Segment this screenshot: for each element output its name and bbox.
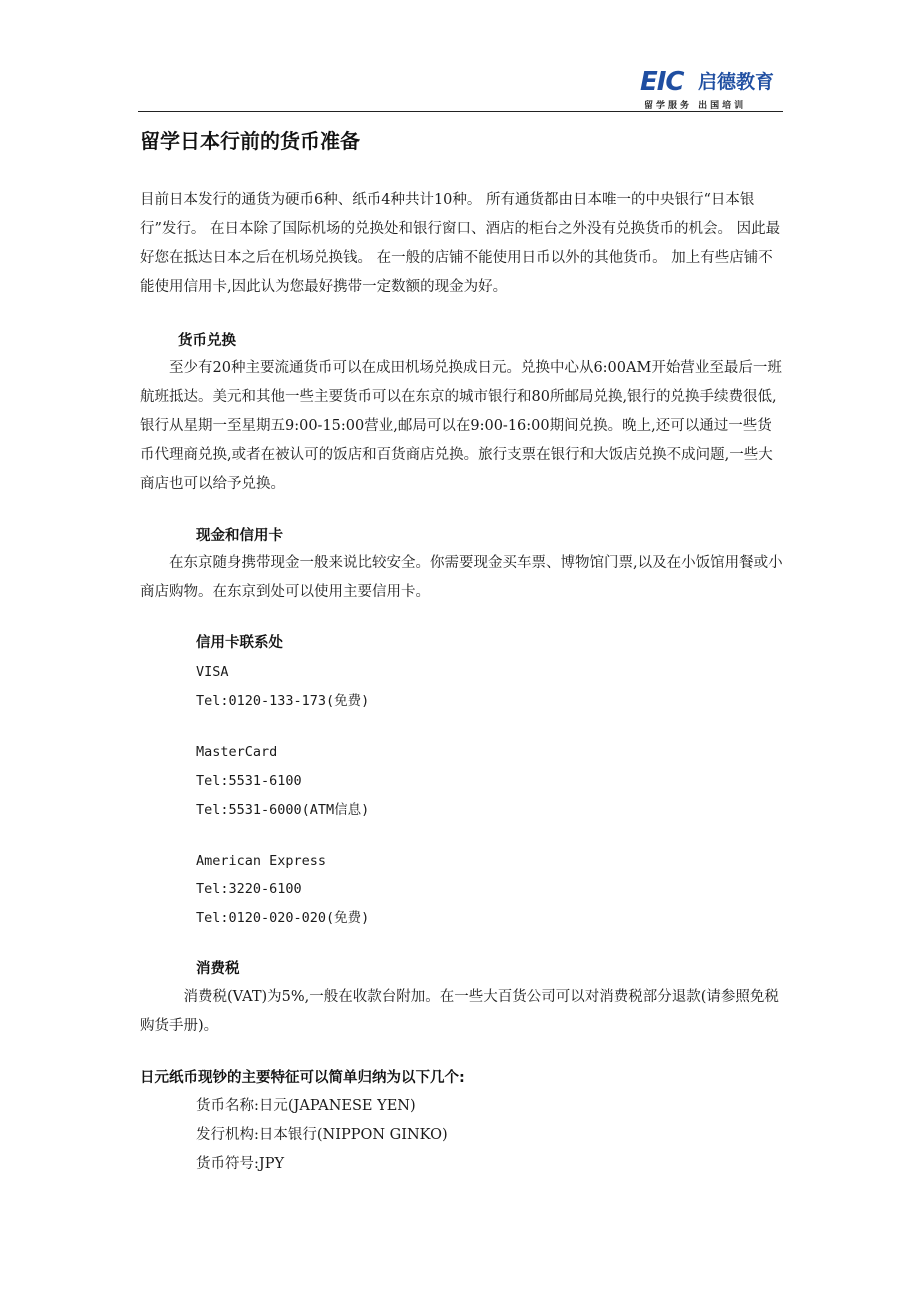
tax-paragraph: 消费税(VAT)为5%,一般在收款台附加。在一些大百货公司可以对消费税部分退款(请参照免税购货手册)。	[140, 989, 779, 1034]
exchange-paragraph: 至少有20种主要流通货币可以在成田机场兑换成日元。兑换中心从6:00AM开始营业至最后一班航班抵达。美元和其他一些主要货币可以在东京的城市银行和80所邮局兑换,银行的兑换手续费很低,银行从星期一至星期五9:00-15:00营业,邮局可以在9:00-16:00期间兑换。晚上,还可以通过一些货币代理商兑换,或者在被认可的饭店和百货商店兑换。旅行支票在银行和大饭店兑换不成问题,一些大商店也可以给予兑换。	[140, 360, 782, 492]
currency-name-line: 货币名称:日元(JAPANESE YEN)	[196, 1098, 416, 1114]
section-heading-exchange: 货币兑换	[178, 333, 236, 349]
header-divider	[138, 111, 783, 112]
visa-tel: Tel:0120-133-173(免费)	[196, 693, 370, 709]
mastercard-name: MasterCard	[196, 744, 278, 760]
amex-name: American Express	[196, 853, 327, 869]
cash-paragraph: 在东京随身携带现金一般来说比较安全。你需要现金买车票、博物馆门票,以及在小饭馆用餐或小商店购物。在东京到处可以使用主要信用卡。	[140, 555, 783, 600]
logo-brand-name: 启德教育	[698, 71, 775, 93]
section-heading-cash: 现金和信用卡	[196, 528, 283, 544]
section-heading-tax: 消费税	[196, 961, 240, 977]
currency-symbol-line: 货币符号:JPY	[196, 1156, 285, 1172]
intro-paragraph: 目前日本发行的通货为硬币6种、纸币4种共计10种。 所有通货都由日本唯一的中央银行“日本银行”发行。 在日本除了国际机场的兑换处和银行窗口、酒店的柜台之外没有兑换货币的机会。 因此最好您在抵达日本之后在机场兑换钱。 在一般的店铺不能使用日币以外的其他货币。 加上有些店铺不能使用信用卡,因此认为您最好携带一定数额的现金为好。	[140, 192, 781, 295]
currency-issuer-line: 发行机构:日本银行(NIPPON GINKO)	[196, 1127, 448, 1143]
section-heading-contacts: 信用卡联系处	[196, 635, 283, 651]
mastercard-tel-1: Tel:5531-6100	[196, 773, 302, 789]
logo-mark: EIC	[640, 67, 684, 97]
mastercard-tel-2: Tel:5531-6000(ATM信息)	[196, 802, 370, 818]
eic-logo	[640, 68, 782, 112]
amex-tel-1: Tel:3220-6100	[196, 881, 302, 897]
page-title: 留学日本行前的货币准备	[140, 129, 360, 153]
visa-name: VISA	[196, 664, 229, 680]
logo-tagline: 留学服务 出国培训	[644, 101, 747, 111]
section-heading-features: 日元纸币现钞的主要特征可以简单归纳为以下几个:	[140, 1070, 465, 1086]
amex-tel-2: Tel:0120-020-020(免费)	[196, 910, 370, 926]
